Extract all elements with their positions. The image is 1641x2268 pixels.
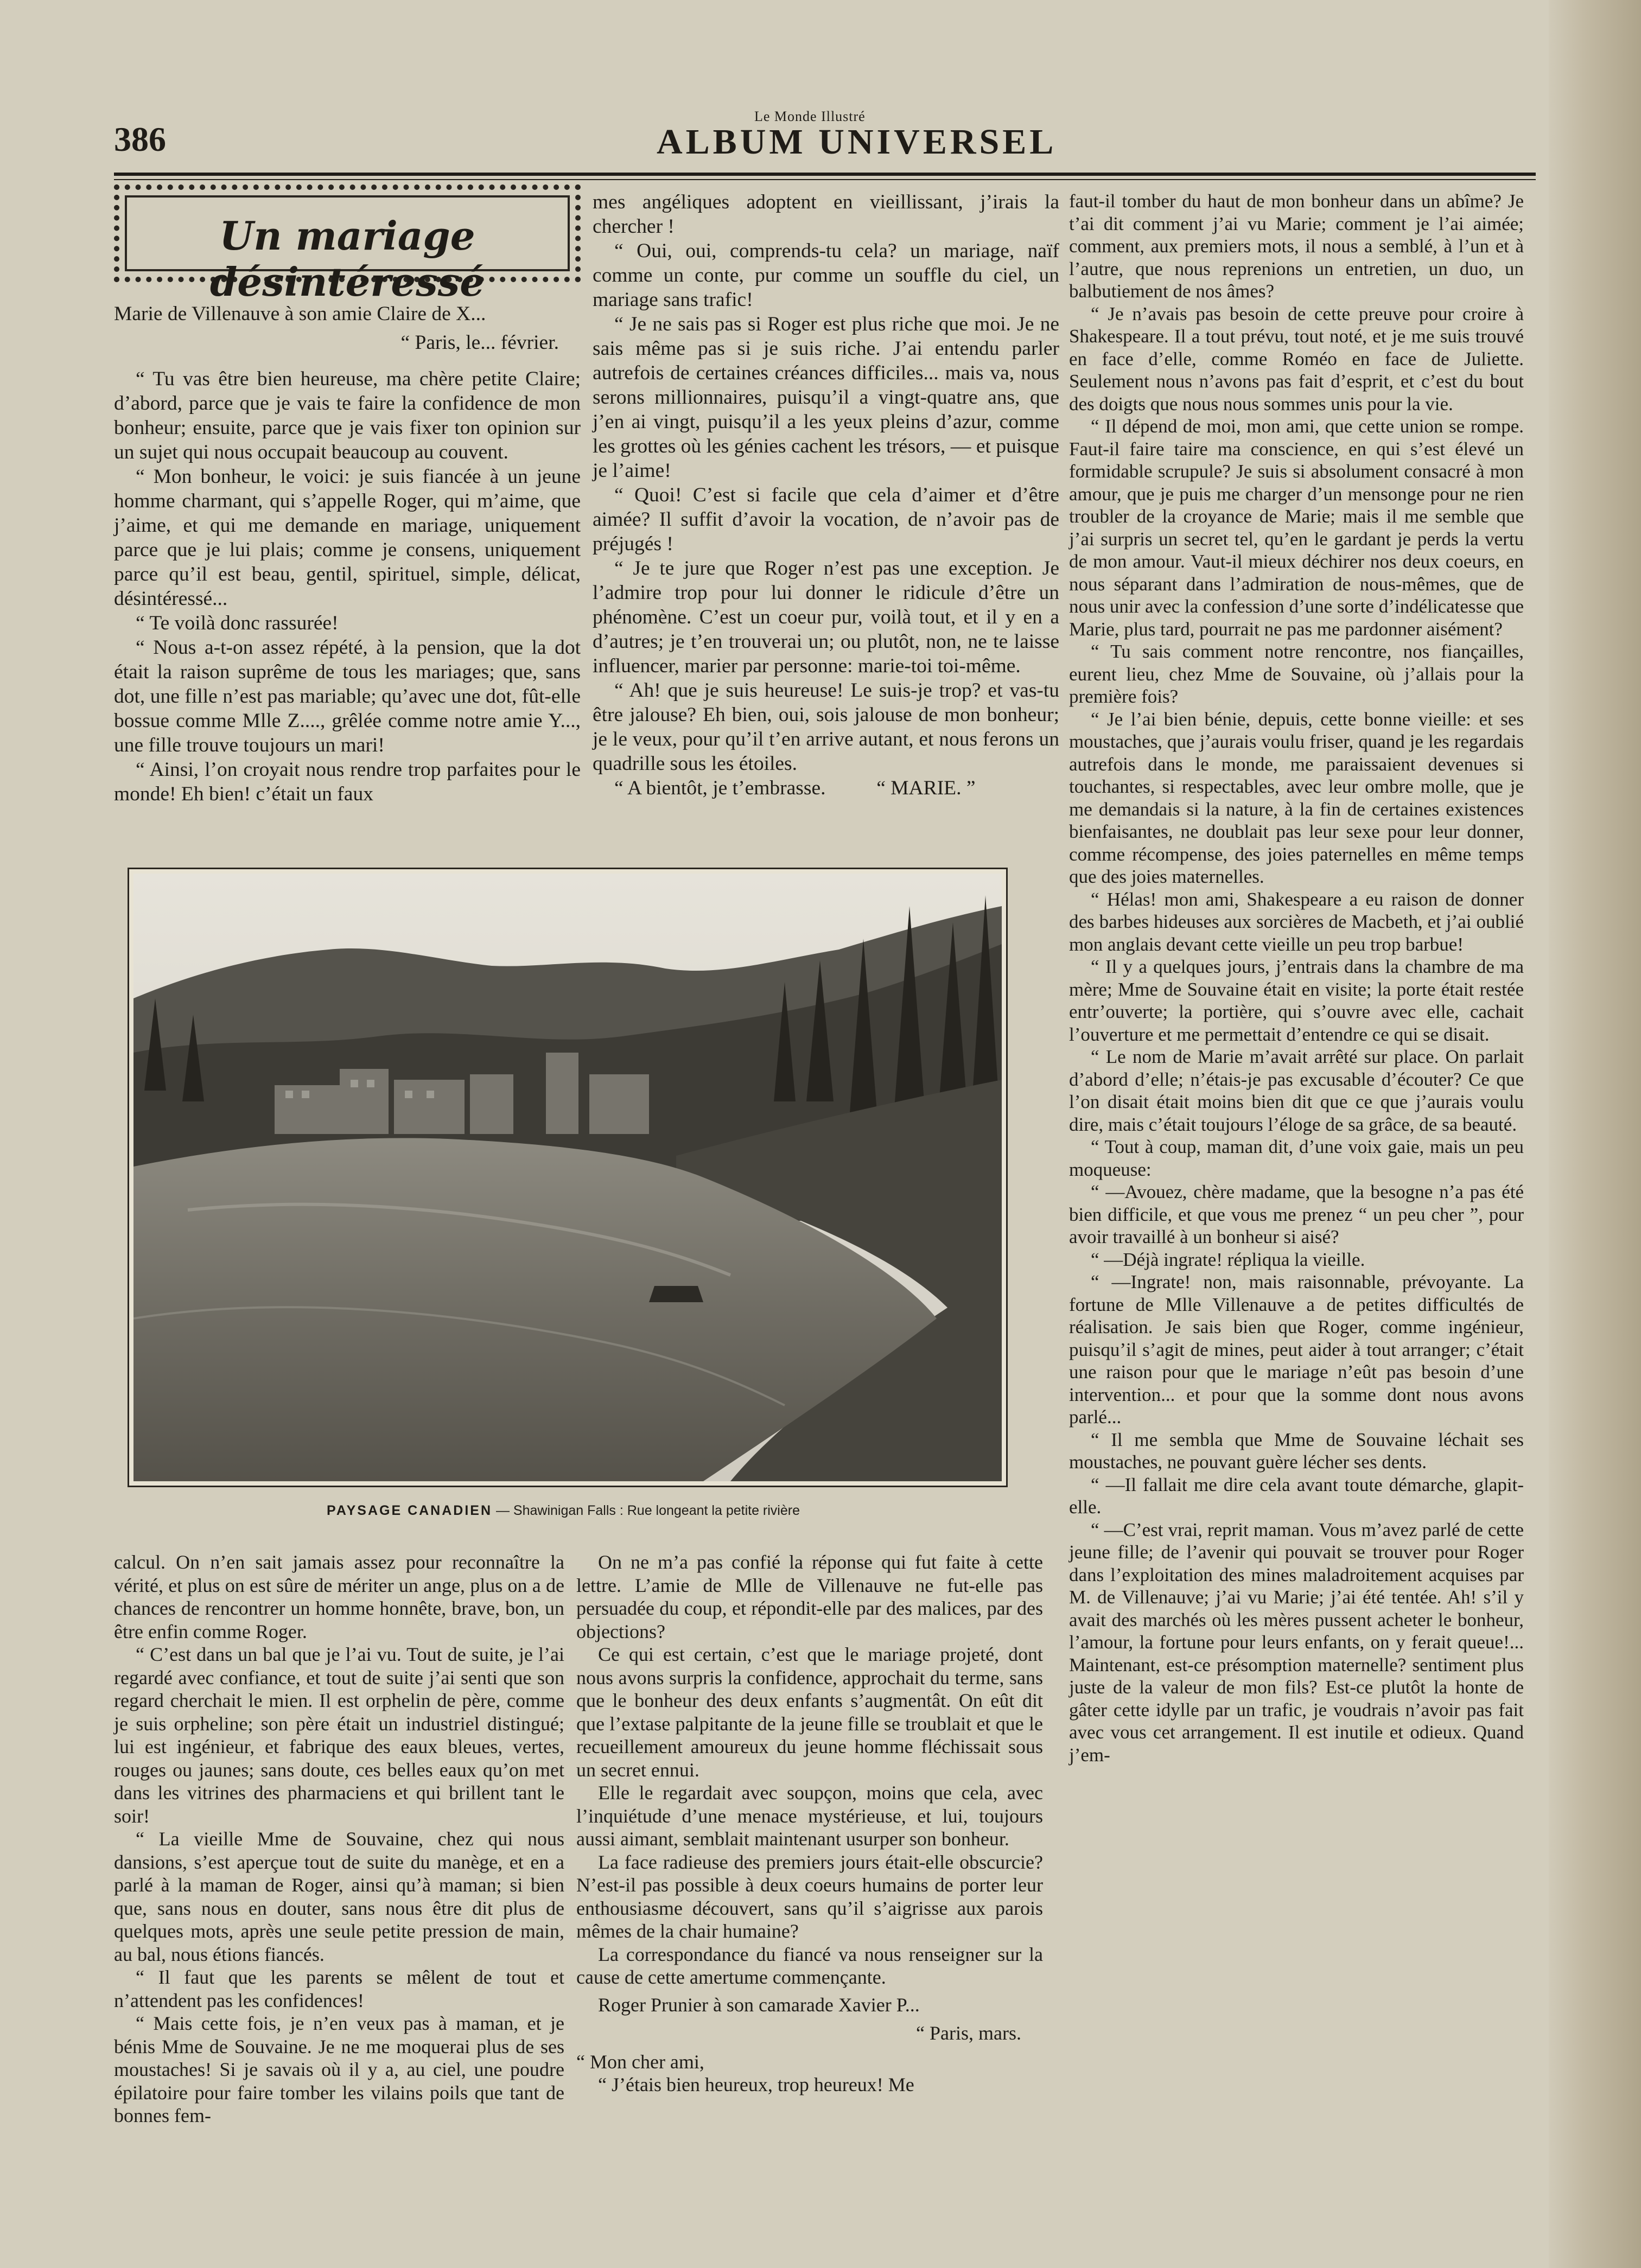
paragraph: Elle le regardait avec soupçon, moins que cela, avec l’inquiétude d’une menace mystérieuse, et lui, toujours aussi aimant, semblait maintenant usurper son bonheur. bbox=[576, 1782, 1043, 1850]
caption-description: — Shawinigan Falls : Rue longeant la petite rivière bbox=[492, 1503, 800, 1518]
paragraph: “ J’étais bien heureux, trop heureux! Me bbox=[598, 2074, 914, 2095]
header-rule-thick bbox=[114, 173, 1536, 176]
landscape-photo bbox=[129, 869, 1006, 1486]
paragraph: “ Il faut que les parents se mêlent de tout et n’attendent pas les confidences! bbox=[114, 1966, 564, 2011]
letter-dateline: “ Paris, mars. bbox=[916, 2022, 1021, 2044]
paragraph: “ —Avouez, chère madame, que la besogne n’a pas été bien difficile, et que vous me prenez “ un peu cher ”, pour avoir travaillé à un bonheur si aisé? bbox=[1069, 1181, 1524, 1247]
header-rule-thin bbox=[114, 179, 1536, 180]
paragraph: “ Ainsi, l’on croyait nous rendre trop parfaites pour le monde! Eh bien! c’était un faux bbox=[114, 759, 581, 805]
column-3 bbox=[1069, 190, 1524, 1766]
photo-caption bbox=[129, 1503, 997, 1519]
page-header bbox=[114, 103, 1536, 174]
paragraph: “ Je te jure que Roger n’est pas une exception. Je l’admire trop pour lui donner le ridicule d’être un phénomène. C’est un coeur pur, voilà tout, et il y en a d’autres; je t’en trouverai un; ou plutôt, non, ne te laisse influencer, marier par personne: marie-toi toi-même. bbox=[593, 557, 1059, 677]
paragraph: “ Il dépend de moi, mon ami, que cette union se rompe. Faut-il faire taire ma conscience, en qui s’est élevé un formidable scrupule? Je suis si absolument consacré à mon amour, que je puis me charger d’un mensonge pour ne rien troubler de la croyance de Marie; mais il me semble que j’ai surpris un secret tel, qu’en le gardant je perds la vertu de mon amour. Vaut-il mieux déchirer nos deux coeurs, en nous séparant dans l’admiration de nous-mêmes, que de nous unir avec la confession d’une sorte d’indélicatesse que Marie, plus tard, pourrait ne pas me pardonner aisément? bbox=[1069, 416, 1524, 640]
column-2-top bbox=[593, 190, 1059, 800]
paragraph: “ Oui, oui, comprends-tu cela? un mariage, naïf comme un conte, pur comme un souffle du ciel, un mariage sans trafic! bbox=[593, 240, 1059, 311]
paragraph: “ Nous a-t-on assez répété, à la pension, que la dot était la raison suprême de tous les mariages; que, sans dot, une fille n’est pas mariable; qu’avec une dot, fût-elle bossue comme Mlle Z...., grêlée comme notre amie Y..., une fille trouve toujours un mari! bbox=[114, 636, 581, 756]
paragraph: “ Hélas! mon ami, Shakespeare a eu raison de donner des barbes hideuses aux sorcières de Macbeth, et j’ai oublié mon anglais devant cette vieille un peu trop barbue! bbox=[1069, 888, 1524, 955]
letter-signature: “ A bientôt, je t’embrasse. “ MARIE. ” bbox=[614, 777, 976, 799]
paragraph: “ Tu sais comment notre rencontre, nos fiançailles, eurent lieu, chez Mme de Souvaine, où j’allais pour la première fois? bbox=[1069, 641, 1524, 707]
paragraph: “ Tu vas être bien heureuse, ma chère petite Claire; d’abord, parce que je vais te faire la confidence de mon bonheur; ensuite, parce que je vais fixer ton opinion sur un sujet qui nous occupait beaucoup au couvent. bbox=[114, 368, 581, 463]
page-edge-shadow bbox=[1549, 0, 1641, 2268]
paragraph: “ Le nom de Marie m’avait arrêté sur place. On parlait d’abord d’elle; n’étais-je pas excusable d’écouter? Ce que l’on disait était moins bien dit que ce que j’aurais voulu dire, mais c’était toujours l’éloge de sa grâce, de sa beauté. bbox=[1069, 1046, 1524, 1135]
letter-dateline: “ Paris, le... février. bbox=[400, 332, 559, 354]
paragraph: “ Je ne sais pas si Roger est plus riche que moi. Je ne sais même pas si je suis riche. J’ai entendu parler autrefois de certaines créances difficiles... mais va, nous serons millionnaires, puisqu’il a vingt-quatre ans, que j’en ai vingt, puisqu’il a les yeux pleins d’azur, comme les grottes où les génies cachent les trésors, — et puisque je l’aime! bbox=[593, 313, 1059, 482]
paragraph: “ Mon bonheur, le voici: je suis fiancée à un jeune homme charmant, qui s’appelle Roger, qui m’aime, que j’aime, et qui me demande en mariage, uniquement parce que je lui plais; comme je consens, uniquement parce qu’il est beau, gentil, spirituel, simple, délicat, désintéressé... bbox=[114, 466, 581, 610]
article-title: Un mariage désintéressé bbox=[209, 213, 485, 305]
paragraph: “ Tout à coup, maman dit, d’une voix gaie, mais un peu moqueuse: bbox=[1069, 1136, 1524, 1180]
paragraph: “ Quoi! C’est si facile que cela d’aimer et d’être aimée? Il suffit d’avoir la vocation, de n’avoir pas de préjugés ! bbox=[593, 484, 1059, 555]
paragraph: faut-il tomber du haut de mon bonheur dans un abîme? Je t’ai dit comment j’ai vu Marie; comment je l’ai aimée; comment, aux premiers mots, il nous a semblé, à l’un et à l’autre, que nous reprenions un entretien, un duo, un balbutiement de nos âmes? bbox=[1069, 190, 1524, 302]
paragraph: “ —Il fallait me dire cela avant toute démarche, glapit-elle. bbox=[1069, 1474, 1524, 1518]
page-number: 386 bbox=[114, 120, 166, 158]
paragraph: “ Mais cette fois, je n’en veux pas à maman, et je bénis Mme de Souvaine. Je ne me moquerai plus de ses moustaches! Si je savais où il y a, au ciel, une poudre épilatoire pour faire tomber les vilains poils que tant de bonnes fem- bbox=[114, 2012, 564, 2126]
paragraph: “ —Déjà ingrate! répliqua la vieille. bbox=[1091, 1248, 1365, 1270]
masthead-title: ALBUM UNIVERSEL bbox=[657, 122, 1057, 162]
masthead-supertitle: Le Monde Illustré bbox=[754, 109, 866, 124]
paragraph: mes angéliques adoptent en vieillissant, j’irais la chercher ! bbox=[593, 191, 1059, 238]
column-1-top bbox=[114, 302, 581, 806]
paragraph: “ C’est dans un bal que je l’ai vu. Tout de suite, je l’ai regardé avec confiance, et tout de suite j’ai senti que son regard cherchait le mien. Il est orphelin de père, comme je suis orpheline; son père était un industriel distingué; lui est ingénieur, et fabrique des eaux bleues, vertes, rouges ou jaunes; sans doute, ces belles eaux qu’on met dans les vitrines des pharmaciens et qui brillent tant le soir! bbox=[114, 1643, 564, 1827]
paragraph: “ La vieille Mme de Souvaine, chez qui nous dansions, s’est aperçue tout de suite du manège, et en a parlé à la maman de Roger, ainsi qu’à maman; si bien que, sans nous en douter, sans nous être dit plus de quelques mots, après une seule petite pression de main, au bal, nous étions fiancés. bbox=[114, 1828, 564, 1965]
paragraph: Ce qui est certain, c’est que le mariage projeté, dont nous avons surpris la confidence, approchait du terme, sans que le bonheur des deux enfants s’augmentât. On eût dit que l’extase palpitante de la jeune fille se troublait et que le recueillement amoureux du jeune homme fléchissait sous un secret ennui. bbox=[576, 1643, 1043, 1781]
paragraph: La face radieuse des premiers jours était-elle obscurcie? N’est-il pas possible à deux coeurs humains de porter leur enthousiasme découvert, sans qu’il s’aigrisse aux parois mêmes de la chair humaine? bbox=[576, 1851, 1043, 1942]
paragraph: “ Ah! que je suis heureuse! Le suis-je trop? et vas-tu être jalouse? Eh bien, oui, sois jalouse de mon bonheur; je le veux, pour qu’il t’en arrive autant, et nous ferons un quadrille sous les étoiles. bbox=[593, 679, 1059, 775]
paragraph: “ Te voilà donc rassurée! bbox=[136, 612, 339, 634]
paragraph: “ Je n’avais pas besoin de cette preuve pour croire à Shakespeare. Il a tout prévu, tout noté, et je me suis trouvé en face d’elle, comme Roméo en face de Juliette. Seulement nous n’avons pas fait d’esprit, et c’est du bout des doigts que nous nous sommes unis pour la vie. bbox=[1069, 303, 1524, 415]
article-title-box bbox=[114, 184, 581, 305]
letter-heading: Roger Prunier à son camarade Xavier P... bbox=[598, 1993, 920, 2016]
paragraph: On ne m’a pas confié la réponse qui fut faite à cette lettre. L’amie de Mlle de Villenauve ne fut-elle pas persuadée du coup, et répondit-elle par des malices, par des objections? bbox=[576, 1551, 1043, 1642]
paragraph: “ —Ingrate! non, mais raisonnable, prévoyante. La fortune de Mlle Villenauve a de petites difficultés de réalisation. Je sais bien que Roger, comme ingénieur, puisqu’il s’agit de mines, peut aider à tout arranger; c’était une raison pour que le mariage n’eût pas besoin d’une intervention... et pour que la somme dont nous avons parlé... bbox=[1069, 1271, 1524, 1428]
letter-heading: Marie de Villenauve à son amie Claire de X... bbox=[114, 303, 486, 325]
paragraph: La correspondance du fiancé va nous renseigner sur la cause de cette amertume commençante. bbox=[576, 1943, 1043, 1988]
column-1-bottom bbox=[114, 1551, 564, 2127]
column-2-bottom bbox=[576, 1551, 1043, 2097]
paragraph: “ Il y a quelques jours, j’entrais dans la chambre de ma mère; Mme de Souvaine était en visite; la porte était restée entr’ouverte; la portière, qui s’ouvre avec elle, cachait l’ouverture et me permettait d’entendre ce qui se disait. bbox=[1069, 956, 1524, 1045]
paragraph: calcul. On n’en sait jamais assez pour reconnaître la vérité, et plus on est sûre de mériter un ange, plus on a de chances de rencontrer un homme honnête, brave, bon, un être enfin comme Roger. bbox=[114, 1551, 564, 1642]
paragraph: “ —C’est vrai, reprit maman. Vous m’avez parlé de cette jeune fille; de l’avenir qui pouvait se trouver pour Roger dans l’exploitation des mines maladroitement acquises par M. de Villenauve; j’ai vu Marie; j’ai été tentée. Ah! s’il y avait des marchés où les mères pussent acheter le bonheur, l’amour, la fortune pour leurs enfants, on y ferait queue!... Maintenant, est-ce présomption maternelle? sentiment plus juste de la valeur de mon fils? Est-ce plutôt la honte de gâter cette idylle par un trafic, je voudrais n’avoir pas fait avec vous cet arrangement. Il est inutile et odieux. Quand j’em- bbox=[1069, 1519, 1524, 1766]
caption-title: PAYSAGE CANADIEN bbox=[327, 1503, 493, 1518]
paragraph: “ Il me sembla que Mme de Souvaine léchait ses moustaches, ne pouvant guère lécher ses dents. bbox=[1069, 1429, 1524, 1473]
paragraph: “ Je l’ai bien bénie, depuis, cette bonne vieille: et ses moustaches, que j’aurais voulu friser, quand je les regardais autrefois dans le monde, me paraissaient devenues si touchantes, si respectables, avec leur ombre molle, que je me demandais si la nature, à la fin de certaines existences bienfaisantes, ne doublait pas leur sexe pour leur donner, comme récompense, des joies paternelles en même temps que des joies maternelles. bbox=[1069, 708, 1524, 887]
letter-salutation: “ Mon cher ami, bbox=[576, 2050, 704, 2073]
